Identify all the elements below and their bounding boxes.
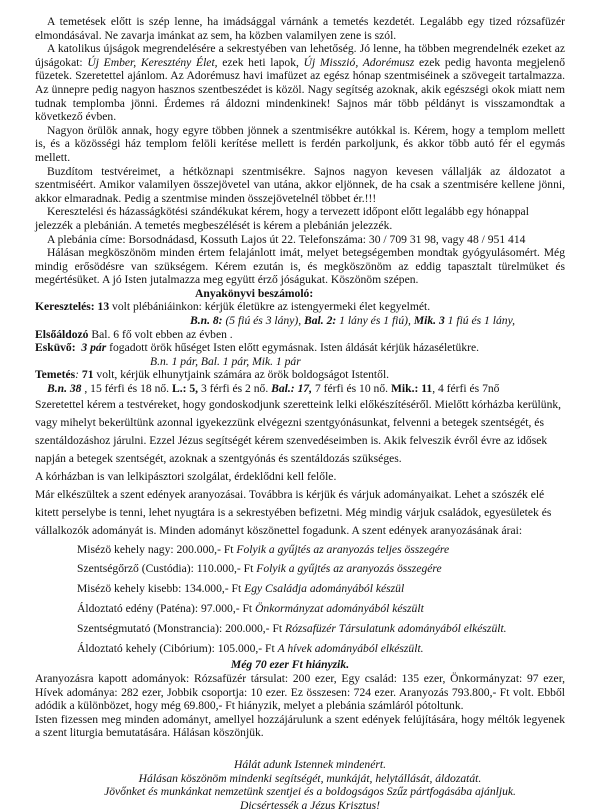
thanks-paragraph: Hálásan megköszönöm minden értem felajánlott imát, melyet betegségemben mondtak gyógyulásomért. Még mindig erősödésre van szükségem. Kérem ezután is, és megköszönöm az eddig tapasztalt türelmüket és megértésüket. A jó Isten jutalmazza meg együtt érző jóságukat. Köszönöm szépen. (35, 246, 565, 287)
hospital-service-paragraph: A kórházban is van lelkipásztori szolgálat, érdeklődni kell felőle. (35, 469, 337, 483)
gilding-price-list (35, 540, 565, 659)
baptism-detail: B.n. 8: (5 fiú és 3 lány), Bal. 2: 1 lány és 1 fiú), Mik. 3 1 fiú és 1 lány, (190, 314, 515, 328)
wedding-line: Esküvő: 3 pár fogadott örök hűséget Isten előtt egymásnak. Isten áldását kérjük házaséletükre. (35, 341, 480, 355)
first-communion-line: Elsőáldozó Bal. 6 fő volt ebben az évben . (35, 327, 233, 341)
closing-block (35, 758, 565, 812)
donations-summary: Aranyozásra kapott adományok: Rózsafüzér társulat: 200 ezer, Egy család: 135 ezer, Önkormányzat: 97 ezer, Hívek adománya: 282 ezer, Jobbik csoportja: 10 ezer. Ez összesen: 724 ezer. Aranyozás 793.800,- Ft volt. Ebből adódik a különbözet, hogy még 69.800,- Ft hiányzik, melyet a plebánia számláról pótoltunk. (35, 672, 565, 713)
price-item: Misézö kehely nagy: 200.000,- Ft Folyik a gyűjtés az aranyozás teljes összegére (77, 542, 450, 556)
price-item: Áldoztató kehely (Cibórium): 105.000,- Ft A hívek adományából elkészült. (77, 641, 424, 655)
gilding-paragraph: Már elkészültek a szent edények aranyozásai. Továbbra is kérjük és várjuk adományaikat. Lehet a szószék elé kitett perselybe is tenni, lehet nyugtára is a sekrestyében befizetni. Még mindig várjuk családok, egyesületek és vállalkozók adományát is. Minden adományt köszönettel fogadunk. A szent edények aranyozásának árai: (35, 487, 552, 537)
price-item: Misézö kehely kisebb: 134.000,- Ft Egy Családja adományából készül (77, 582, 405, 596)
funeral-detail: B.n. 38 , 15 férfi és 18 nő. L.: 5, 3 férfi és 2 nő. Bal.: 17, 7 férfi és 10 nő. Mik.: 11, 4 férfi és 7nő (47, 382, 500, 396)
closing-line: Dicsértessék a Jézus Krisztus! (239, 798, 381, 812)
report-heading: Anyakönyvi beszámoló: (195, 286, 314, 300)
newspapers-paragraph: A katolikus újságok megrendelésére a sekrestyében van lehetőség. Jó lenne, ha többen megrendelnék ezeket az újságokat: Új Ember, Keresztény Élet, ezek heti lapok, Új Misszió, Adorémusz ezek pedig havonta megjelenő füzetek. Szeretettel ajánlom. Az Adorémusz havi imafüzet az egész hónap szentmiséinek a szövegeit tartalmazza. Az ünnepre pedig nagyon hasznos szentbeszédet is közöl. Nagy segítség azoknak, akik egészségi okok miatt nem tudnak templomba jönni. Érdemes rá áldozni mindenkinek! Sajnos már több példányt is visszamondtak a következő évben. (35, 42, 565, 124)
funeral-line: Temetés: 71 volt, kérjük elhunytjaink számára az örök boldogságot Istentől. (35, 368, 390, 382)
weekday-mass-paragraph: Buzdítom testvéreimet, a hétköznapi szentmisékre. Sajnos nagyon kevesen vállalják az áldozatot a szentmiséért. Amikor valamilyen összejövetel van utána, akkor eljönnek, de ha csak a szentmisére kellene jönni, akkor elmaradnak. Pedig a szentmise minden összejövetelnél többet ér.!!! (35, 164, 565, 205)
parking-paragraph: Nagyon örülök annak, hogy egyre többen jönnek a szentmisékre autókkal is. Kérem, hogy a templom mellett is, és a közösségi ház templom felöli kerítése mellett is ferdén parkoljunk, és akkor több autó fér el egymás mellett. (35, 123, 565, 164)
funeral-prayer-paragraph: A temetések előtt is szép lenne, ha imádsággal várnánk a temetés kezdetét. Legalább egy tized rózsafüzér elmondásával. Ne zavarja imánkat az sem, ha közben valamilyen zene is szól. (35, 15, 565, 42)
price-item: Szentségőrző (Custódia): 110.000,- Ft Folyik a gyűjtés az aranyozás összegére (77, 562, 442, 576)
missing-amount-note: Még 70 ezer Ft hiányzik. (230, 658, 350, 672)
closing-line: Jövőnket és munkánkat nemzetünk szentjei és a boldogságos Szűz pártfogásába ajánljuk. (104, 785, 516, 799)
wedding-detail: B.n. 1 pár, Bal. 1 pár, Mik. 1 pár (150, 354, 301, 368)
closing-line: Hálát adunk Istennek mindenért. (234, 757, 386, 771)
closing-line: Hálásan köszönöm mindenki segítségét, munkáját, helytállását, áldozatát. (138, 771, 482, 785)
parish-address: A plebánia címe: Borsodnádasd, Kossuth Lajos út 22. Telefonszáma: 30 / 709 31 98, vagy 48 / 951 414 (47, 232, 526, 246)
gratitude-paragraph: Isten fizessen meg minden adományt, amellyel hozzájárulunk a szent edények felújítására, hogy méltók legyenek a szent liturgia bemutatására. Hálásan köszönjük. (35, 712, 565, 740)
baptism-line: Keresztelés: 13 volt plébániáinkon: kérjük életükre az istengyermeki élet kegyelmét. (35, 300, 431, 314)
monthly-newspaper-titles: Új Misszió, Adorémusz (303, 55, 415, 69)
sick-care-paragraph: Szeretettel kérem a testvéreket, hogy gondoskodjunk szeretteink lelki előkészítéséről. Mielőtt kórházba kerülünk, vagy mihelyt bekerültünk azonnal igyekezzünk elvégezni szentgyónásunkat, felvenni a betegek szentségét, és szentáldozáshoz járulni. Ezzel Jézus segítségét kérem szenvedéseimben is. Akik felveszik évről évre az idősek napján a betegek szentségét, azoknak a szentgyónás és szentáldozás szükséges. (35, 397, 562, 465)
baptism-wedding-notice: Keresztelési és házasságkötési szándékukat kérem, hogy a tervezett időpont előtt legalább egy hónappal jelezzék a plebánián. A temetés megbeszélését is kérem a plebánián jelezzék. (35, 205, 529, 232)
weekly-newspaper-titles: Új Ember, Keresztény Élet, (87, 55, 218, 69)
price-item: Szentségmutató (Monstrancia): 200.000,- Ft Rózsafüzér Társulatunk adományából elkészült. (77, 621, 507, 635)
price-item: Áldoztató edény (Paténa): 97.000,- Ft Önkormányzat adományából készült (77, 602, 424, 616)
